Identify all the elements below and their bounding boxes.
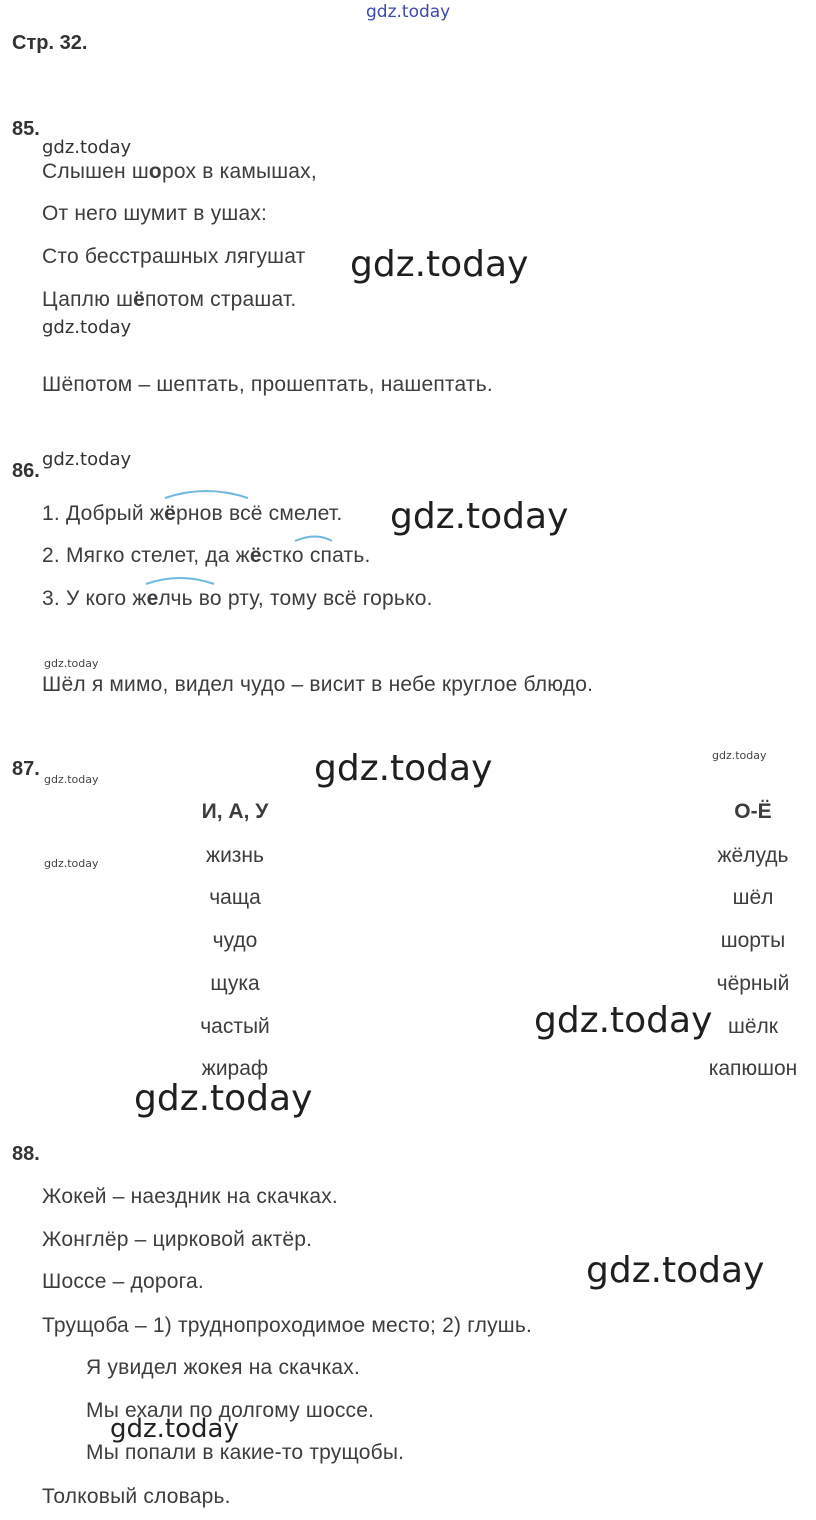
- definition-line: Трущоба – 1) труднопроходимое место; 2) глушь.: [42, 1314, 533, 1337]
- watermark: gdz.today: [44, 773, 99, 786]
- proverb-line: 1. Добрый жёрнов всё смелет.: [42, 502, 343, 525]
- watermark: gdz.today: [366, 2, 451, 22]
- left-column-word: чудо: [212, 929, 258, 952]
- watermark: gdz.today: [42, 137, 132, 158]
- watermark: gdz.today: [712, 749, 767, 762]
- watermark: gdz.today: [44, 657, 99, 670]
- watermark: gdz.today: [350, 244, 529, 285]
- watermark: gdz.today: [390, 496, 569, 537]
- watermark: gdz.today: [134, 1078, 313, 1119]
- definition-line: Жокей – наездник на скачках.: [42, 1185, 338, 1208]
- watermark: gdz.today: [314, 748, 493, 789]
- proverb-line: 2. Мягко стелет, да жёстко спать.: [42, 544, 371, 567]
- poem-line: Цаплю шёпотом страшат.: [42, 288, 297, 311]
- example-sentence: Мы ехали по долгому шоссе.: [86, 1399, 375, 1422]
- left-column-word: щука: [210, 972, 260, 995]
- watermark: gdz.today: [110, 1414, 239, 1444]
- watermark: gdz.today: [42, 317, 132, 338]
- watermark: gdz.today: [42, 449, 132, 470]
- page-header: Стр. 32.: [12, 32, 88, 54]
- example-sentence: Я увидел жокея на скачках.: [86, 1356, 361, 1379]
- right-column-header: О-Ё: [734, 800, 772, 823]
- exercise-87-number: 87.: [12, 758, 40, 780]
- poem-line: Сто бесстрашных лягушат: [42, 245, 306, 268]
- left-column-word: жизнь: [206, 844, 264, 867]
- right-column-word: жёлудь: [717, 844, 789, 867]
- source-note: Толковый словарь.: [42, 1485, 231, 1508]
- example-sentence: Мы попали в какие-то трущобы.: [86, 1441, 405, 1464]
- right-column-word: шорты: [720, 929, 786, 952]
- watermark: gdz.today: [534, 1000, 713, 1041]
- exercise-85-number: 85.: [12, 118, 40, 140]
- exercise-86-riddle: Шёл я мимо, видел чудо – висит в небе круглое блюдо.: [42, 673, 594, 696]
- left-column-word: чаща: [209, 886, 261, 909]
- right-column-word: чёрный: [716, 972, 790, 995]
- watermark: gdz.today: [44, 857, 99, 870]
- left-column-word: частый: [200, 1015, 270, 1038]
- definition-line: Шоссе – дорога.: [42, 1270, 204, 1293]
- exercise-85-answer: Шёпотом – шептать, прошептать, нашептать.: [42, 373, 493, 396]
- proverb-line: 3. У кого желчь во рту, тому всё горько.: [42, 587, 433, 610]
- left-column-word: жираф: [201, 1057, 269, 1080]
- definition-line: Жонглёр – цирковой актёр.: [42, 1228, 313, 1251]
- watermark: gdz.today: [586, 1250, 765, 1291]
- right-column-word: шёл: [732, 886, 774, 909]
- left-column-header: И, А, У: [201, 800, 269, 823]
- right-column-word: капюшон: [708, 1057, 798, 1080]
- exercise-86-number: 86.: [12, 460, 40, 482]
- poem-line: От него шумит в ушах:: [42, 202, 268, 225]
- right-column-word: шёлк: [728, 1015, 778, 1038]
- exercise-88-number: 88.: [12, 1143, 40, 1165]
- poem-line: Слышен шорох в камышах,: [42, 160, 317, 183]
